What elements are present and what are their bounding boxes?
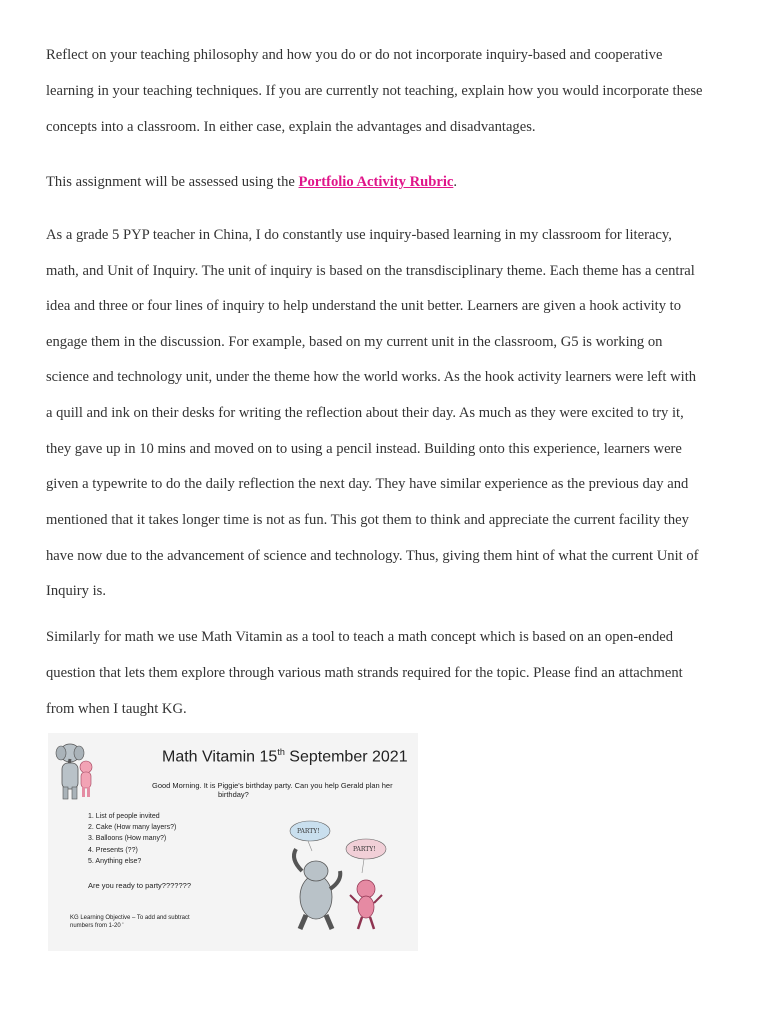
slide-greeting: birthday? xyxy=(218,790,249,799)
assessment-suffix: . xyxy=(453,174,458,190)
slide-objective: KG Learning Objective – To add and subtract xyxy=(70,915,190,921)
party-illustration xyxy=(280,819,400,939)
slide-objective: numbers from 1-20 ' xyxy=(70,923,124,929)
assessment-prefix: This assignment will be assessed using the xyxy=(46,174,299,190)
paragraph-line: Similarly for math we use Math Vitamin as a tool to teach a math concept which is based on an open-ended xyxy=(46,629,674,645)
paragraph-line: As a grade 5 PYP teacher in China, I do constantly use inquiry-based learning in my classroom for literacy, xyxy=(46,227,672,243)
paragraph-line: have now due to the advancement of science and technology. Thus, giving them hint of what the current Unit of xyxy=(46,548,699,564)
paragraph-line: from when I taught KG. xyxy=(46,701,187,717)
paragraph-line: they gave up in 10 mins and moved on to using a pencil instead. Building onto this experience, learners were xyxy=(46,441,682,457)
slide-list-item: 3. Balloons (How many?) xyxy=(88,835,167,842)
math-vitamin-slide xyxy=(48,733,418,951)
party-bubble-text: PARTY! xyxy=(297,828,320,835)
slide-greeting: Good Morning. It is Piggie's birthday party. Can you help Gerald plan her xyxy=(152,781,393,790)
slide-ready-text: Are you ready to party??????? xyxy=(88,881,191,890)
prompt-line: Reflect on your teaching philosophy and how you do or do not incorporate inquiry-based and cooperative xyxy=(46,47,663,63)
slide-list-item: 5. Anything else? xyxy=(88,858,142,865)
prompt-line: concepts into a classroom. In either case, explain the advantages and disadvantages. xyxy=(46,119,536,135)
prompt-line: learning in your teaching techniques. If you are currently not teaching, explain how you would incorporate these xyxy=(46,83,703,99)
paragraph-line: engage them in the discussion. For example, based on my current unit in the classroom, G5 is working on xyxy=(46,334,663,350)
paragraph-line: question that lets them explore through various math strands required for the topic. Please find an attachment xyxy=(46,665,683,681)
paragraph-line: mentioned that it takes longer time is not as fun. This got them to think and appreciate the current facility they xyxy=(46,512,689,528)
slide-list-item: 4. Presents (??) xyxy=(88,847,138,854)
slide-title: Math Vitamin 15th September 2021 xyxy=(162,747,408,766)
portfolio-rubric-link[interactable]: Portfolio Activity Rubric xyxy=(298,174,454,190)
paragraph-line: science and technology unit, under the theme how the world works. As the hook activity learners were left with xyxy=(46,369,697,385)
paragraph-line: idea and three or four lines of inquiry to help understand the unit better. Learners are given a hook activity to xyxy=(46,298,682,314)
paragraph-line: a quill and ink on their desks for writing the reflection about their day. As much as they were excited to try it, xyxy=(46,405,684,421)
elephant-pig-illustration xyxy=(54,739,98,803)
slide-list-item: 1. List of people invited xyxy=(88,813,160,820)
assessment-line xyxy=(46,173,457,191)
paragraph-line: math, and Unit of Inquiry. The unit of inquiry is based on the transdisciplinary theme. Each theme has a central xyxy=(46,263,695,279)
party-bubble-text: PARTY! xyxy=(353,846,376,853)
paragraph-line: given a typewrite to do the daily reflection the next day. They have similar experience as the previous day and xyxy=(46,476,689,492)
paragraph-line: Inquiry is. xyxy=(46,583,106,599)
slide-list-item: 2. Cake (How many layers?) xyxy=(88,824,177,831)
